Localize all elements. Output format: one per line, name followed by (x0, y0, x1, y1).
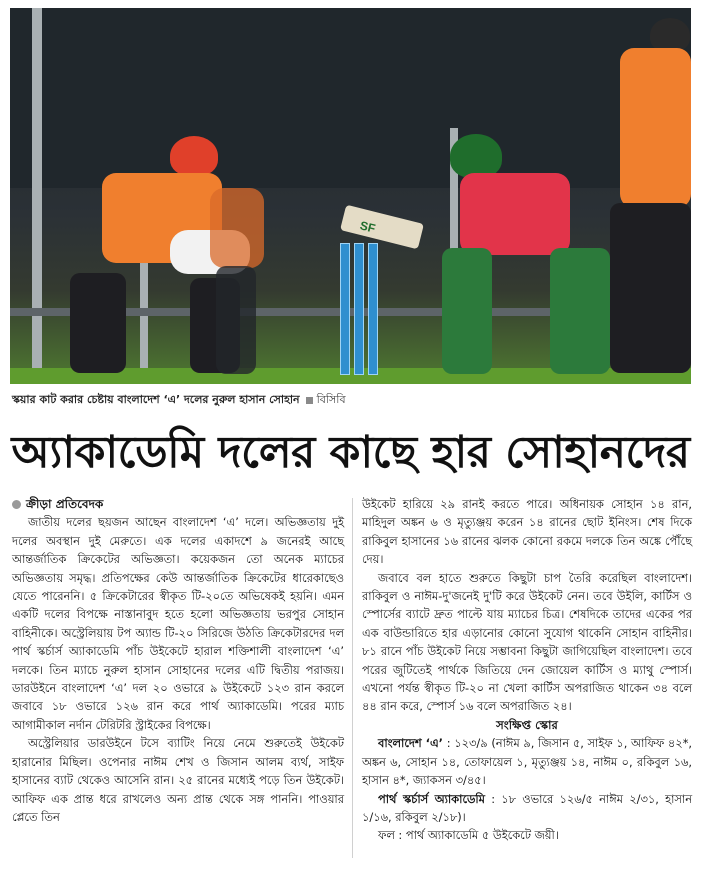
paragraph: জাতীয় দলের ছয়জন আছেন বাংলাদেশ ‘এ’ দলে। অভিজ্ঞতায় দুই দলের অবস্থান দুই মেরুতে। এক দলের একাদশে ৯ জনেরই আছে আন্তর্জাতিক ক্রিকেটের অভিজ্ঞতা। কয়েকজন তো অনেক ম্যাচের অভিজ্ঞতায় সমৃদ্ধ। প্রতিপক্ষের কেউ আন্তর্জাতিক ক্রিকেটের ধারেকাছেও যেতে পারেননি। ৫ ক্রিকেটারের স্বীকৃত টি-২০তে অভিষেকই হয়নি। এমন একটি দলের বিপক্ষে নাস্তানাবুদ হতে হলো অভিজ্ঞতায় ভরপুর সোহান বাহিনীকে। অস্ট্রেলিয়ায় টপ অ্যান্ড টি-২০ সিরিজে উঠতি ক্রিকেটারদের দল পার্থ স্কর্চার্স অ্যাকাডেমি পাঁচ উইকেটে হারাল শক্তিশালী বাংলাদেশ ‘এ’ দলকে। তিন ম্যাচে নুরুল হাসান সোহানের দলের এটি দ্বিতীয় পরাজয়। ডারউইনে বাংলাদেশ ‘এ’ দল ২০ ওভারে ৯ উইকেটে ১২৩ রান করলে জবাবে ১৮ ওভারে ১২৬ রান করে পার্থ অ্যাকাডেমি। পরের ম্যাচ আগামীকাল নর্দান টেরিটরি স্ট্রাইকের বিপক্ষে। (12, 515, 344, 732)
match-result: ফল : পার্থ অ্যাকাডেমি ৫ উইকেটে জয়ী। (378, 828, 559, 843)
batter-helmet (450, 134, 502, 178)
byline-text: ক্রীড়া প্রতিবেদক (26, 497, 104, 511)
fielder-legs (610, 203, 691, 373)
column-divider (352, 498, 353, 858)
keeper-helmet (170, 136, 218, 176)
fielder-cap (650, 18, 690, 52)
stump (340, 243, 350, 375)
team-a-label: বাংলাদেশ ‘এ’ (378, 736, 443, 751)
batter-jersey (460, 173, 570, 255)
match-photo (10, 8, 691, 384)
fielder-jersey (210, 188, 264, 268)
batter-pad (550, 248, 610, 374)
scorecard-team-a (362, 734, 692, 789)
paragraph: জবাবে বল হাতে শুরুতে কিছুটা চাপ তৈরি করেছিল বাংলাদেশ। রাকিবুল ও নাঈম-দু'জনেই দু'টি করে উইকেট নেন। তবে উইলি, কার্টিস ও স্পোর্সের ব্যাটে দ্রুত পাল্টে যায় ম্যাচের চিত্র। শেষদিকে তাদের একের পর এক বাউন্ডারিতে হার এড়ানোর কোনো সুযোগ থাকেনি সোহান বাহিনীর। ৮১ রানে পাঁচ উইকেট নিয়ে সম্ভাবনা কিছুটা জাগিয়েছিল বাংলাদেশ। তবে পরের জুটিতেই পার্থকে জিতিয়ে দেন জোয়েল কার্টিস ও ম্যাথু স্পোর্স। এখনো পর্যন্ত স্বীকৃত টি-২০ না খেলা কার্টিস অপরাজিত থাকেন ৩৪ বলে ৪৪ রান করে, স্পোর্স ১৬ বলে অপরাজিত ২৪। (362, 570, 692, 714)
headline: অ্যাকাডেমি দলের কাছে হার সোহানদের (11, 427, 690, 478)
team-b-score: : ১৮ ওভারে ১২৬/৫ নাঈম ২/৩১, হাসান ১/১৬, রকিবুল ২/১৮)। (362, 791, 692, 824)
team-b-label: পার্থ স্কর্চার্স অ্যাকাডেমি (378, 791, 485, 806)
byline-bullet-icon (12, 500, 21, 509)
stumps (340, 243, 380, 373)
team-a-score: : ১২৩/৯ (নাঈম ৯, জিসান ৫, সাইফ ১, আফিফ ৪২*, অঙ্কন ৬, সোহান ১৪, তোফায়েল ১, মৃত্যুঞ্জয় ১৪, নাঈম ০, রকিবুল ১৬, হাসান ৪*, জ্যাকসন ৩/৪৫। (362, 736, 693, 788)
fielder-jersey (620, 48, 691, 208)
fielder-legs (216, 266, 256, 374)
stump (354, 243, 364, 375)
article-left-column (12, 495, 344, 826)
paragraph: উইকেট হারিয়ে ২৯ রানই করতে পারে। অধিনায়ক সোহান ১৪ রান, মাহিদুল অঙ্কন ৬ ও মৃত্যুঞ্জয় করেন ১৪ রানের ছোট ইনিংস। শেষ দিকে রাকিবুল হাসানের ১৬ রানের ঝলক কোনো রকমে দলকে তিন অঙ্কে পৌঁছে দেয়। (362, 497, 692, 567)
batter-pad (442, 248, 492, 374)
paragraph: অস্ট্রেলিয়ার ডারউইনে টসে ব্যাটিং নিয়ে নেমে শুরুতেই উইকেট হারানোর মিছিল। ওপেনার নাঈম শেখ ও জিসান আলম ব্যর্থ, সাইফ হাসানের ব্যাট থেকেও আসেনি রান। ২৫ রানের মধ্যেই পড়ে তিন উইকেট। আফিফ এক প্রান্ত ধরে রাখলেও অন্য প্রান্ত থেকে সঙ্গ পাননি। পাওয়ার প্লেতে তিন (12, 736, 344, 824)
keeper-pad (70, 273, 126, 373)
byline (12, 495, 344, 513)
photo-caption (12, 391, 692, 409)
photo-credit: বিসিবি (316, 393, 346, 406)
scorecard-team-b (362, 790, 692, 827)
credit-mark (306, 397, 313, 404)
caption-text: স্কয়ার কাট করার চেষ্টায় বাংলাদেশ ‘এ’ দলের নুরুল হাসান সোহান (12, 393, 300, 406)
stump (368, 243, 378, 375)
scorecard-title: সংক্ষিপ্ত স্কোর (496, 717, 558, 732)
stadium-wall (10, 8, 691, 188)
bat-logo: SF (358, 218, 377, 236)
article-right-column (362, 495, 692, 845)
